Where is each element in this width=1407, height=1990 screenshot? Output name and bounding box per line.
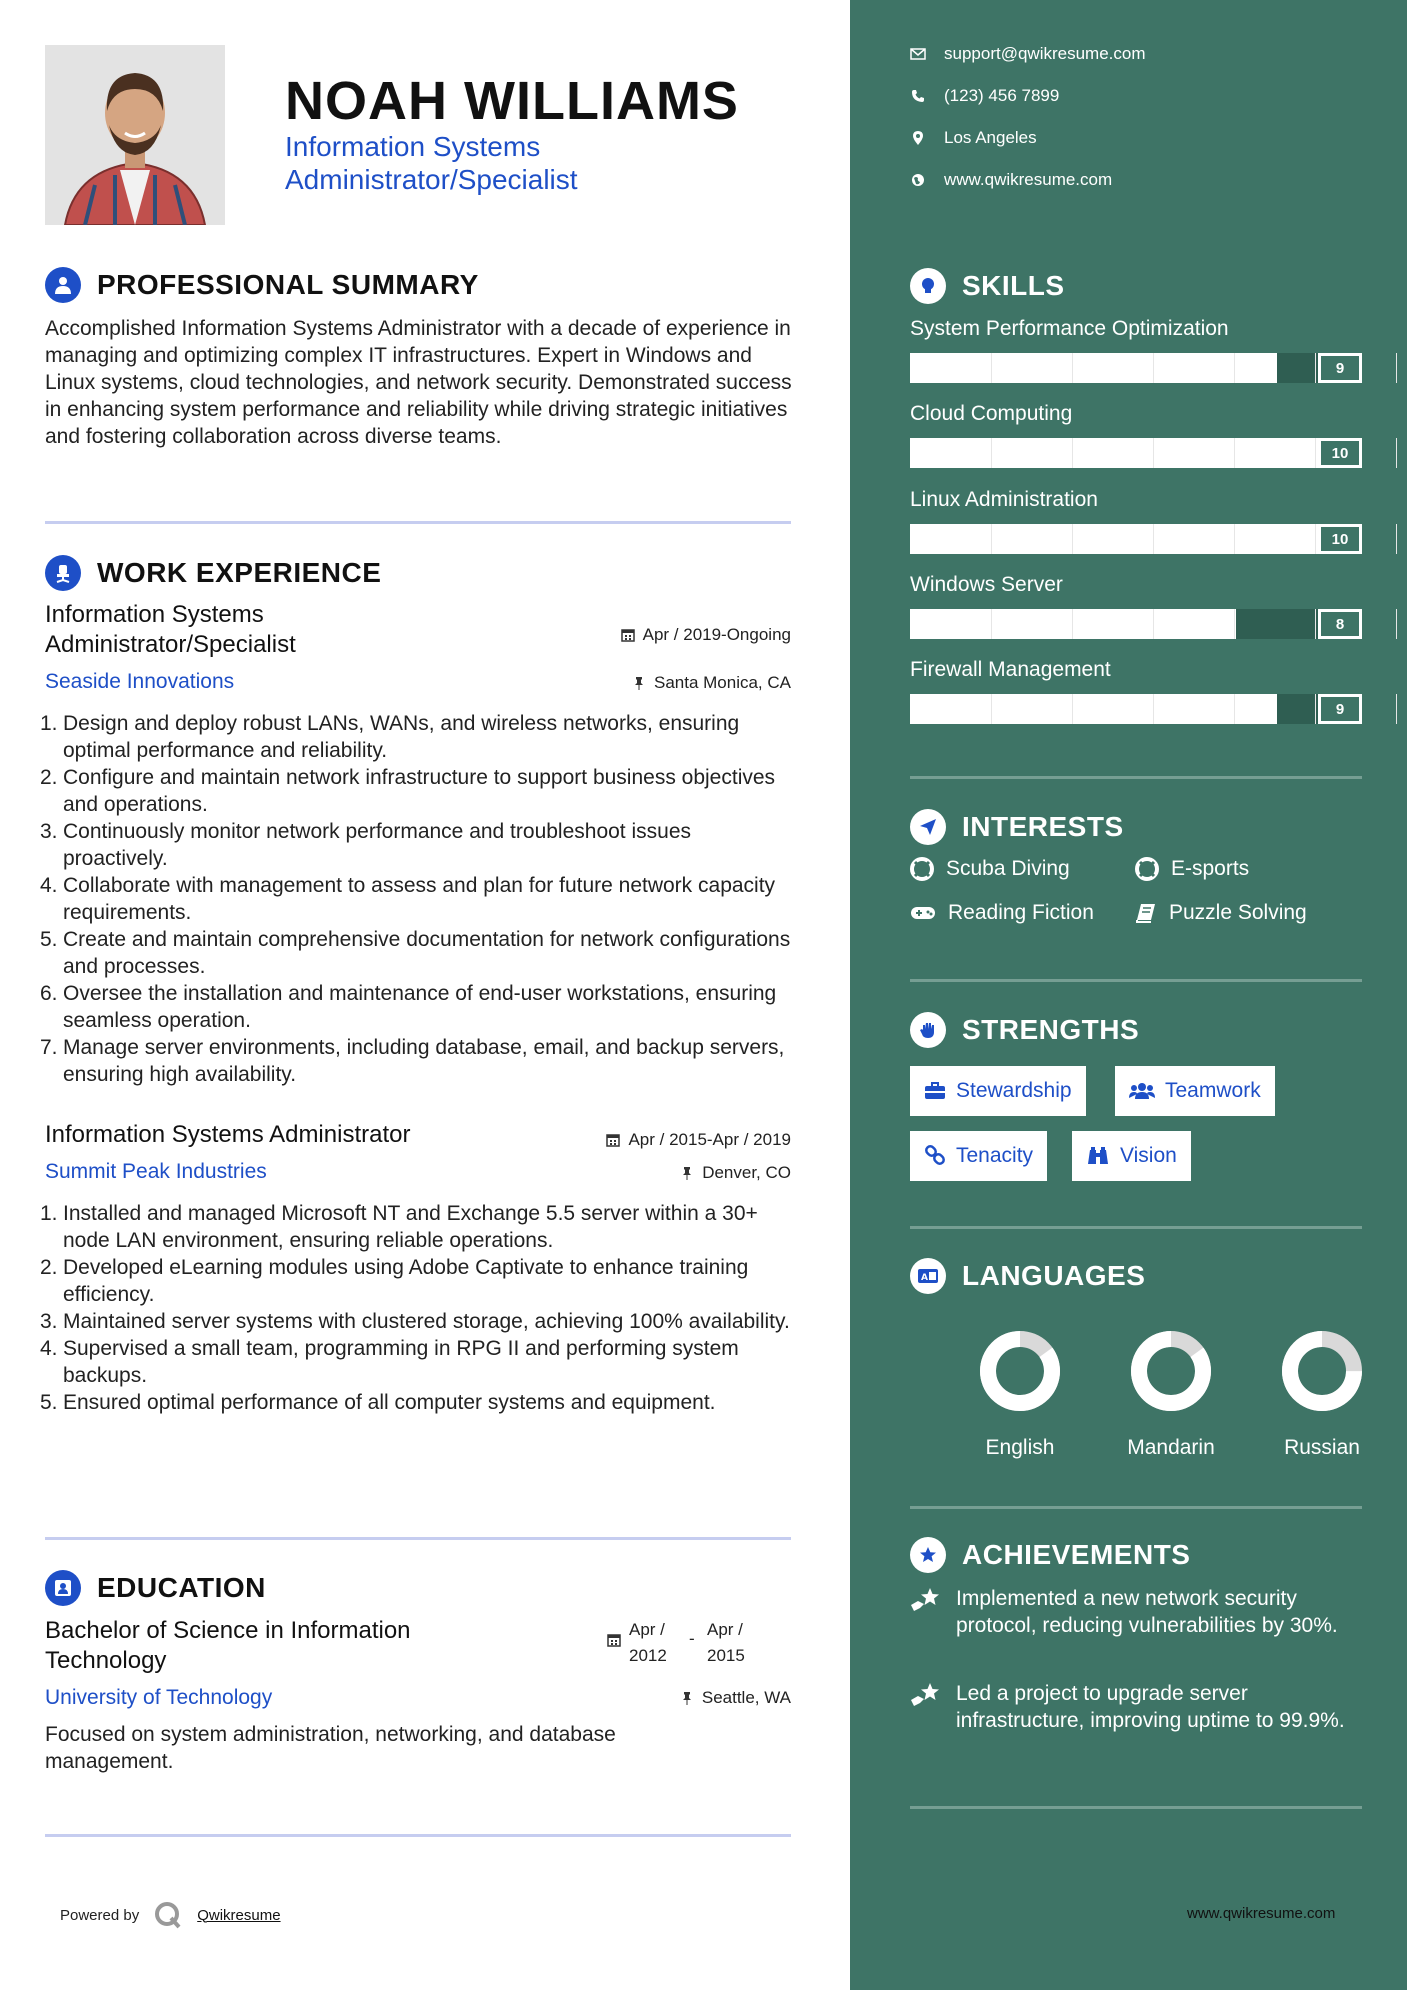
list-item: 2. Developed eLearning modules using Adobe Captivate to enhance training efficiency. bbox=[40, 1256, 749, 1306]
language-name: Mandarin bbox=[1127, 1436, 1215, 1459]
contact-website[interactable] bbox=[910, 170, 1112, 190]
contact-email[interactable] bbox=[910, 44, 1146, 64]
strengths-title: STRENGTHS bbox=[962, 1014, 1140, 1045]
skill-bar-segment bbox=[1234, 609, 1235, 639]
skill-bar-segment bbox=[1234, 694, 1235, 724]
skill-bar-segment bbox=[1072, 609, 1073, 639]
education-end: Apr / 2015 bbox=[707, 1620, 745, 1665]
skill-bar-segment bbox=[1234, 524, 1235, 554]
divider bbox=[910, 1226, 1362, 1229]
contact-website-text: www.qwikresume.com bbox=[944, 170, 1113, 189]
footer-powered-by bbox=[60, 1900, 281, 1930]
education-title: EDUCATION bbox=[97, 1572, 266, 1603]
skill-bar-segment bbox=[991, 609, 992, 639]
skill-bar-segment bbox=[1153, 524, 1154, 554]
list-item: 4. Collaborate with management to assess and plan for future network capacity requirements. bbox=[40, 874, 776, 924]
candidate-title: Information Systems Administrator/Specialist bbox=[285, 131, 578, 195]
contact-location bbox=[910, 128, 1037, 148]
summary-text: Accomplished Information Systems Administrator with a decade of experience in managing and optimizing complex IT infrastructures. Expert in Windows and Linux systems, cloud technologies, and network security. Demonstrated success in enhancing system performance and reliability while driving strategic initiatives and fostering collaboration across diverse teams. bbox=[45, 317, 792, 448]
job-location bbox=[680, 1163, 791, 1183]
lightbulb-icon bbox=[910, 268, 946, 304]
job-dates bbox=[621, 625, 791, 645]
office-chair-icon bbox=[45, 555, 81, 591]
divider bbox=[910, 1506, 1362, 1509]
interest-item: Scuba Diving bbox=[910, 857, 1070, 881]
school-name: University of Technology bbox=[45, 1686, 273, 1709]
skill-bar bbox=[910, 353, 1362, 383]
strength-badge: Tenacity bbox=[910, 1131, 1047, 1181]
qwikresume-link[interactable]: Qwikresume bbox=[197, 1906, 281, 1924]
skill-bar-segment bbox=[1396, 524, 1397, 554]
skill-score: 9 bbox=[1318, 353, 1362, 383]
calendar-icon bbox=[621, 628, 635, 642]
star-hand-icon bbox=[910, 1680, 944, 1734]
pin-icon bbox=[680, 1166, 694, 1180]
user-icon bbox=[45, 267, 81, 303]
achievement-item: Implemented a new network security protocol, reducing vulnerabilities by 30%. bbox=[910, 1585, 1350, 1639]
calendar-icon bbox=[606, 1133, 620, 1147]
skill-score: 10 bbox=[1318, 524, 1362, 554]
list-item: 1. Design and deploy robust LANs, WANs, and wireless networks, ensuring optimal performance and reliability. bbox=[40, 712, 740, 762]
list-item: 5. Create and maintain comprehensive documentation for network configurations and processes. bbox=[40, 928, 791, 978]
powered-by-label: Powered by bbox=[60, 1906, 140, 1924]
list-item: 1. Installed and managed Microsoft NT and Exchange 5.5 server within a 30+ node LAN environment, ensuring reliable operations. bbox=[40, 1202, 758, 1252]
strength-badge: Stewardship bbox=[910, 1066, 1086, 1116]
skill-bar-fill bbox=[910, 438, 1362, 468]
list-item: 5. Ensured optimal performance of all computer systems and equipment. bbox=[40, 1391, 716, 1414]
list-item: 7. Manage server environments, including database, email, and backup servers, ensuring high availability. bbox=[40, 1036, 785, 1086]
skill-bar-segment bbox=[1234, 438, 1235, 468]
job-duties bbox=[40, 710, 800, 1088]
education-dash: - bbox=[689, 1629, 695, 1648]
skill-bar bbox=[910, 524, 1362, 554]
divider bbox=[45, 1834, 791, 1837]
skill-bar-segment bbox=[1153, 609, 1154, 639]
job-duties bbox=[40, 1200, 800, 1416]
skill-bar-track bbox=[910, 524, 1362, 554]
sidebar bbox=[850, 0, 1407, 1990]
skill-bar-segment bbox=[1234, 353, 1235, 383]
svg-text:A: A bbox=[921, 1273, 928, 1283]
users-icon bbox=[1129, 1082, 1155, 1100]
company-name: Seaside Innovations bbox=[45, 670, 235, 693]
language-item bbox=[1121, 1321, 1221, 1460]
job-title: Information Systems Administrator bbox=[45, 1121, 411, 1148]
skill-bar-segment bbox=[1315, 353, 1316, 383]
interests-heading bbox=[910, 807, 1124, 847]
skill-bar-segment bbox=[1153, 438, 1154, 468]
skill-bar-segment bbox=[1315, 524, 1316, 554]
pin-icon bbox=[632, 676, 646, 690]
book-icon bbox=[1135, 902, 1157, 924]
achievements-heading bbox=[910, 1535, 1190, 1575]
job-location-text: Santa Monica, CA bbox=[653, 673, 791, 692]
skill-bar-segment bbox=[1396, 438, 1397, 468]
skill-bar-segment bbox=[1315, 609, 1316, 639]
strengths-heading bbox=[910, 1010, 1139, 1050]
skill-name: System Performance Optimization bbox=[910, 317, 1229, 340]
job-dates bbox=[606, 1130, 791, 1150]
pin-icon bbox=[680, 1691, 694, 1705]
skill-bar-segment bbox=[991, 438, 992, 468]
education-start: Apr / 2012 bbox=[629, 1620, 667, 1665]
skill-bar-track bbox=[910, 694, 1362, 724]
link-icon bbox=[924, 1145, 946, 1167]
divider bbox=[910, 979, 1362, 982]
graduate-icon bbox=[45, 1570, 81, 1606]
skill-bar bbox=[910, 438, 1362, 468]
strength-badge: Vision bbox=[1072, 1131, 1191, 1181]
contact-phone[interactable] bbox=[910, 86, 1059, 106]
skill-bar-fill bbox=[910, 524, 1362, 554]
gamepad-icon bbox=[910, 904, 936, 922]
language-name: Russian bbox=[1284, 1436, 1360, 1459]
education-heading bbox=[45, 1568, 266, 1608]
list-item: 6. Oversee the installation and maintenance of end-user workstations, ensuring seamless operation. bbox=[40, 982, 777, 1032]
translate-icon bbox=[910, 1258, 946, 1294]
skill-bar bbox=[910, 609, 1362, 639]
skill-bar-segment bbox=[1315, 438, 1316, 468]
language-donut bbox=[1121, 1321, 1221, 1421]
hand-icon bbox=[910, 1012, 946, 1048]
interests-title: INTERESTS bbox=[962, 811, 1124, 842]
education-location-text: Seattle, WA bbox=[701, 1688, 791, 1707]
contact-location-text: Los Angeles bbox=[944, 128, 1037, 147]
language-item bbox=[970, 1321, 1070, 1460]
divider bbox=[910, 776, 1362, 779]
skill-bar-track bbox=[910, 438, 1362, 468]
achievement-item: Led a project to upgrade server infrastructure, improving uptime to 99.9%. bbox=[910, 1680, 1350, 1734]
skill-name: Linux Administration bbox=[910, 488, 1098, 511]
language-donut bbox=[970, 1321, 1070, 1421]
interest-item: E-sports bbox=[1135, 857, 1249, 881]
skill-bar-fill bbox=[910, 609, 1236, 639]
phone-icon bbox=[910, 88, 926, 104]
achievements-title: ACHIEVEMENTS bbox=[962, 1539, 1191, 1570]
language-item bbox=[1272, 1321, 1372, 1460]
divider bbox=[910, 1806, 1362, 1809]
contact-email-text: support@qwikresume.com bbox=[944, 44, 1146, 63]
skill-name: Cloud Computing bbox=[910, 402, 1073, 425]
skill-score: 8 bbox=[1318, 609, 1362, 639]
list-item: 4. Supervised a small team, programming in RPG II and performing system backups. bbox=[40, 1337, 739, 1387]
globe-icon bbox=[910, 172, 926, 188]
skill-bar-segment bbox=[991, 524, 992, 554]
binoculars-icon bbox=[1086, 1146, 1110, 1166]
life-ring-icon bbox=[1135, 857, 1159, 881]
skill-bar-segment bbox=[1315, 694, 1316, 724]
profile-photo bbox=[45, 45, 225, 225]
summary-title: PROFESSIONAL SUMMARY bbox=[97, 269, 479, 300]
job-location bbox=[632, 673, 791, 693]
footer-site[interactable]: www.qwikresume.com bbox=[1187, 1905, 1336, 1922]
job-dates-text: Apr / 2019-Ongoing bbox=[642, 625, 791, 644]
language-name: English bbox=[985, 1436, 1055, 1459]
job-location-text: Denver, CO bbox=[702, 1163, 791, 1182]
education-location bbox=[680, 1688, 791, 1708]
summary-heading bbox=[45, 265, 479, 305]
skill-bar-segment bbox=[1153, 694, 1154, 724]
map-pin-icon bbox=[910, 130, 926, 146]
language-donut bbox=[1272, 1321, 1372, 1421]
degree-title: Bachelor of Science in Information Technology bbox=[45, 1617, 411, 1674]
education-description: Focused on system administration, networking, and database management. bbox=[45, 1723, 616, 1773]
skill-score: 9 bbox=[1318, 694, 1362, 724]
skill-score: 10 bbox=[1318, 438, 1362, 468]
skill-bar-segment bbox=[1072, 438, 1073, 468]
skill-bar-track bbox=[910, 353, 1362, 383]
skill-bar-segment bbox=[1396, 609, 1397, 639]
skill-bar-fill bbox=[910, 694, 1277, 724]
skill-bar-segment bbox=[1072, 524, 1073, 554]
skill-bar-segment bbox=[991, 353, 992, 383]
list-item: 2. Configure and maintain network infrastructure to support business objectives and operations. bbox=[40, 766, 776, 816]
strength-badge: Teamwork bbox=[1115, 1066, 1275, 1116]
skills-title: SKILLS bbox=[962, 270, 1065, 301]
qwikresume-logo-icon bbox=[153, 1900, 183, 1930]
skills-heading bbox=[910, 266, 1065, 306]
life-ring-icon bbox=[910, 857, 934, 881]
skill-bar-segment bbox=[1396, 694, 1397, 724]
briefcase-icon bbox=[924, 1082, 946, 1100]
education-dates bbox=[607, 1617, 759, 1669]
skill-bar bbox=[910, 694, 1362, 724]
list-item: 3. Maintained server systems with clustered storage, achieving 100% availability. bbox=[40, 1310, 790, 1333]
skill-name: Windows Server bbox=[910, 573, 1063, 596]
skill-name: Firewall Management bbox=[910, 658, 1111, 681]
paper-plane-icon bbox=[910, 809, 946, 845]
envelope-icon bbox=[910, 46, 926, 62]
skill-bar-segment bbox=[991, 694, 992, 724]
skill-bar-segment bbox=[1072, 694, 1073, 724]
company-name: Summit Peak Industries bbox=[45, 1160, 267, 1183]
experience-heading bbox=[45, 553, 381, 593]
star-hand-icon bbox=[910, 1585, 944, 1639]
contact-phone-text: (123) 456 7899 bbox=[944, 86, 1060, 105]
skill-bar-track bbox=[910, 609, 1362, 639]
experience-title: WORK EXPERIENCE bbox=[97, 557, 382, 588]
skill-bar-fill bbox=[910, 353, 1277, 383]
calendar-icon bbox=[607, 1633, 621, 1647]
divider bbox=[45, 521, 791, 524]
languages-title: LANGUAGES bbox=[962, 1260, 1146, 1291]
candidate-name: NOAH WILLIAMS bbox=[285, 71, 739, 131]
list-item: 3. Continuously monitor network performance and troubleshoot issues proactively. bbox=[40, 820, 692, 870]
divider bbox=[45, 1537, 791, 1540]
skill-bar-segment bbox=[1396, 353, 1397, 383]
skill-bar-segment bbox=[1153, 353, 1154, 383]
interest-item: Puzzle Solving bbox=[1135, 901, 1307, 925]
job-dates-text: Apr / 2015-Apr / 2019 bbox=[628, 1130, 791, 1149]
languages-heading bbox=[910, 1256, 1145, 1296]
skill-bar-segment bbox=[1072, 353, 1073, 383]
job-title: Information Systems Administrator/Specialist bbox=[45, 601, 296, 658]
interest-item: Reading Fiction bbox=[910, 901, 1094, 925]
star-badge-icon bbox=[910, 1537, 946, 1573]
